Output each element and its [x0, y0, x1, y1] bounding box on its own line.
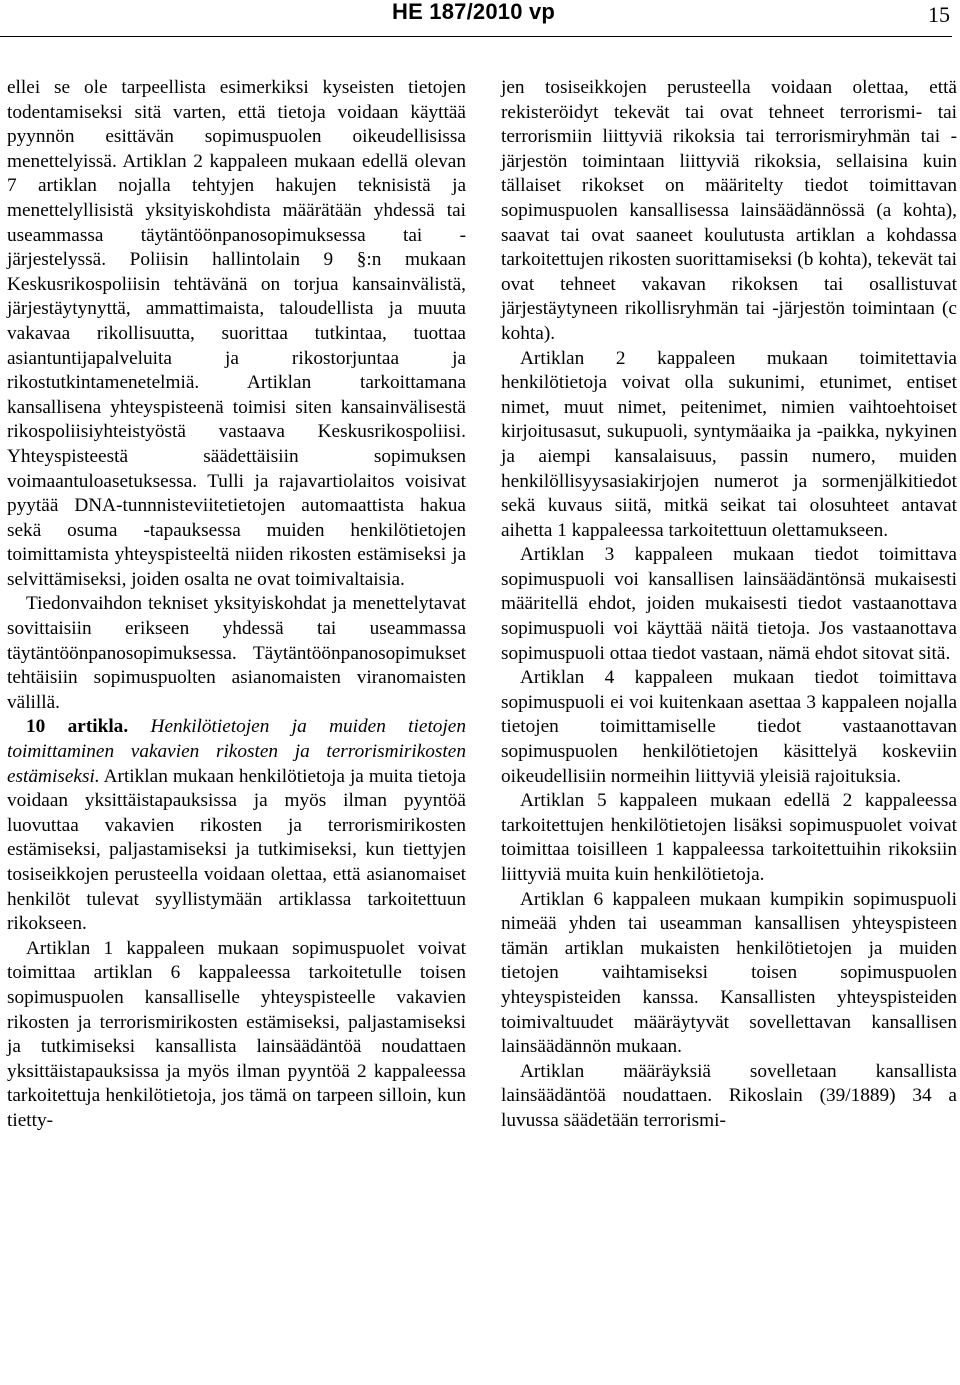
article-body: Artiklan mukaan henkilötietoja ja muita tietoja voidaan yksittäistapauksissa ja myös ilman pyyntöä luovuttaa vakavien rikosten ja terrorismirikosten estämiseksi, paljastamiseksi ja tutkimiseksi, kun tiettyjen tosiseikkojen perusteella voidaan olettaa, että asianomaiset henkilöt tulevat syyllistymään artiklassa tarkoitettuun rikokseen. [7, 765, 466, 935]
paragraph: Tiedonvaihdon tekniset yksityiskohdat ja menettelytavat sovittaisiin erikseen yhdessä tai useammassa täytäntöönpanosopimuksessa. Täytäntöönpanosopimukset tehtäisiin sopimuspuolten asianomaisten viranomaisten välillä. [7, 593, 466, 713]
header-rule [0, 36, 952, 37]
page-number: 15 [928, 2, 950, 27]
article-number: 10 artikla. [26, 716, 129, 738]
paragraph: Artiklan määräyksiä sovelletaan kansallista lainsäädäntöä noudattaen. Rikoslain (39/1889) 34 a luvussa säädetään terrorismi- [501, 1060, 957, 1131]
document-id: HE 187/2010 vp [392, 0, 556, 24]
paragraph: Artiklan 2 kappaleen mukaan toimitettavia henkilötietoja voivat olla sukunimi, etunimet, entiset nimet, muut nimet, peitenimet, nimien vaihtoehtoiset kirjoitusasut, sukupuoli, syntymäaika ja -paikka, nykyinen ja aiempi kansalaisuus, passin numero, muiden henkilöllisyysasiakirjojen numerot ja sormenjälkitiedot sekä kuvaus siitä, mitkä seikat tai olosuhteet antavat aihetta 1 kappaleessa tarkoitettuun olettamukseen. [501, 347, 957, 541]
article-title: Henkilötietojen ja muiden tietojen toimittaminen vakavien rikosten ja terrorismirikosten estämiseksi. [7, 716, 467, 787]
page-header [0, 0, 960, 40]
article-paragraph [7, 715, 466, 936]
paragraph: jen tosiseikkojen perusteella voidaan olettaa, että rekisteröidyt tekevät tai ovat tehneet terrorismi- tai terrorismiin liittyviä rikoksia tai terrorismiryhmän tai -järjestön toimintaan liittyviä rikoksia, sellaisina kuin tällaiset rikokset on määritelty tiedot toimittavan sopimuspuolen kansallisessa lainsäädännössä (a kohta), saavat tai ovat saaneet koulutusta artiklan a kohdassa tarkoitettujen rikosten suorittamiseksi (b kohta), tekevät tai ovat tehneet vakavan rikoksen tai osallistuvat järjestäytyneen rikollisryhmän tai -järjestön toimintaan (c kohta). [501, 77, 957, 344]
right-column [501, 76, 957, 1134]
paragraph: Artiklan 3 kappaleen mukaan tiedot toimittava sopimuspuoli voi kansallisen lainsäädäntönsä mukaisesti määritellä ehdot, joiden mukaisesti tiedot vastaanottava sopimuspuoli voi käyttää näitä tietoja. Jos vastaanottava sopimuspuoli ottaa tiedot vastaan, nämä ehdot sitovat sitä. [501, 544, 957, 664]
paragraph: ellei se ole tarpeellista esimerkiksi kyseisten tietojen todentamiseksi sitä varten, että tietoja voidaan käyttää pyynnön esittävän sopimuspuolen oikeudellisissa menettelyissä. Artiklan 2 kappaleen mukaan edellä olevan 7 artiklan nojalla tehtyjen hakujen teknisistä ja menettelyllisistä yksityiskohdista määrätään yhdessä tai useammassa täytäntöönpanosopimuksessa tai -järjestelyssä. Poliisin hallintolain 9 §:n mukaan Keskusrikospoliisin tehtävänä on torjua kansainvälistä, järjestäytynyttä, ammattimaista, taloudellista ja muuta vakavaa rikollisuutta, suorittaa tutkintaa, tuottaa asiantuntijapalveluita ja rikostorjuntaa ja rikostutkintamenetelmiä. Artiklan tarkoittamana kansallisena yhteyspisteenä toimisi siten kansainvälisestä rikospoliisiyhteistyöstä vastaava Keskusrikospoliisi. Yhteyspisteestä säädettäisiin sopimuksen voimaantuloasetuksessa. Tulli ja rajavartiolaitos voisivat pyytää DNA-tunnnisteviitetietojen automaattista hakua sekä osuma -tapauksessa muiden henkilötietojen toimittamista yhteyspisteeltä niiden rikosten estämiseksi ja selvittämiseksi, joiden osalta ne ovat toimivaltaisia. [7, 77, 466, 590]
paragraph: Artiklan 1 kappaleen mukaan sopimuspuolet voivat toimittaa artiklan 6 kappaleessa tarkoitetulle toisen sopimuspuolen kansalliselle yhteyspisteelle vakavien rikosten ja terrorismirikosten estämiseksi, paljastamiseksi ja tutkimiseksi kansallista lainsäädäntöä noudattaen yksittäistapauksissa ja myös ilman pyyntöä 2 kappaleessa tarkoitettuja henkilötietoja, jos tämä on tarpeen silloin, kun tietty- [7, 937, 466, 1131]
paragraph: Artiklan 5 kappaleen mukaan edellä 2 kappaleessa tarkoitettujen henkilötietojen lisäksi sopimuspuolet voivat toimittaa toisilleen 1 kappaleessa tarkoitettuihin rikoksiin liittyviä muita kuin henkilötietoja. [501, 790, 957, 885]
paragraph: Artiklan 6 kappaleen mukaan kumpikin sopimuspuoli nimeää yhden tai useamman kansallisen yhteyspisteen tämän artiklan mukaisten henkilötietojen ja muiden tietojen vaihtamiseksi toisen sopimuspuolen yhteyspisteiden kanssa. Kansallisten yhteyspisteiden toimivaltuudet määräytyvät sovellettavan kansallisen lainsäädännön mukaan. [501, 888, 957, 1058]
left-column [7, 76, 466, 1134]
paragraph: Artiklan 4 kappaleen mukaan tiedot toimittava sopimuspuoli ei voi kuitenkaan asettaa 3 kappaleen nojalla tietojen toimittamiselle tiedot vastaanottavan sopimuspuolen henkilötietojen käsittelyä koskeviin oikeudellisiin normeihin liittyviä yleisiä rajoituksia. [501, 667, 957, 787]
